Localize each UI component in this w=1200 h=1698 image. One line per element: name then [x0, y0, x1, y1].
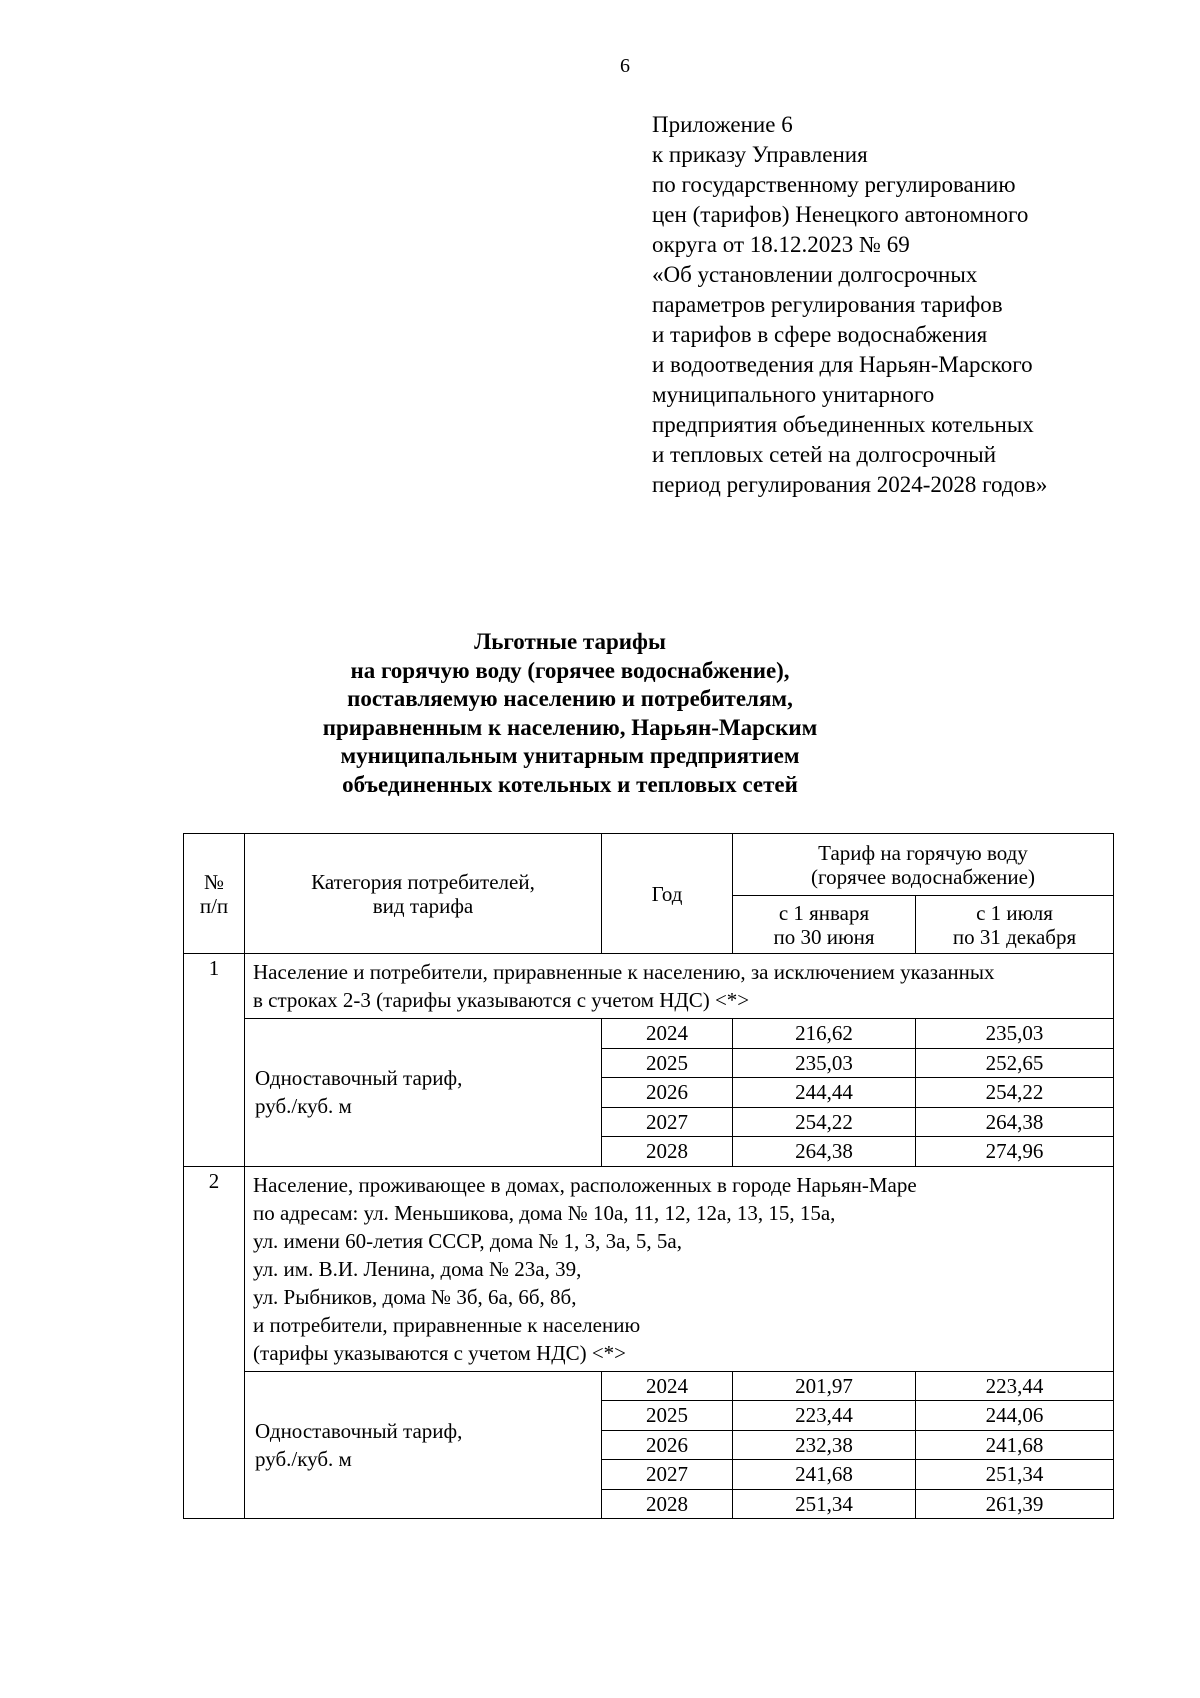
title-line: поставляемую населению и потребителям, [347, 686, 793, 711]
tariff-second-half: 252,65 [916, 1048, 1114, 1078]
tariff-second-half: 274,96 [916, 1137, 1114, 1167]
description-line: (тарифы указываются с учетом НДС) <*> [253, 1340, 627, 1365]
tariff-first-half: 216,62 [733, 1019, 916, 1049]
appendix-line: к приказу Управления [652, 142, 868, 167]
tariff-first-half: 251,34 [733, 1489, 916, 1519]
appendix-line: «Об установлении долгосрочных [652, 262, 978, 287]
description-line: ул. Рыбников, дома № 3б, 6а, 6б, 8б, [253, 1284, 577, 1309]
appendix-line: и тепловых сетей на долгосрочный [652, 442, 997, 467]
tariff-first-half: 223,44 [733, 1401, 916, 1431]
description-line: по адресам: ул. Меньшикова, дома № 10а, 11, 12, 12а, 13, 15, 15а, [253, 1200, 836, 1225]
header-tariff-group [733, 834, 1114, 896]
header-period-2-text: с 1 июля по 31 декабря [952, 900, 1077, 949]
header-category [245, 834, 602, 954]
appendix-reference [652, 110, 1047, 500]
tariff-second-half: 254,22 [916, 1078, 1114, 1108]
header-tariff-group-text: Тариф на горячую воду (горячее водоснабжение) [811, 840, 1035, 889]
header-row [184, 834, 1114, 896]
appendix-line: по государственному регулированию [652, 172, 1016, 197]
year-cell: 2026 [602, 1078, 733, 1108]
appendix-line: предприятия объединенных котельных [652, 412, 1034, 437]
appendix-line: параметров регулирования тарифов [652, 292, 1003, 317]
title-line: приравненным к населению, Нарьян-Марским [322, 714, 818, 740]
title-line: на горячую воду (горячее водоснабжение), [350, 657, 790, 683]
tariff-name-text: Одноставочный тариф, руб./куб. м [255, 1066, 463, 1119]
header-year [602, 834, 733, 954]
tariff-second-half: 251,34 [916, 1460, 1114, 1490]
header-category-text: Категория потребителей, вид тарифа [311, 869, 535, 918]
year-cell: 2025 [602, 1401, 733, 1431]
tariff-name-text: Одноставочный тариф, руб./куб. м [255, 1418, 463, 1471]
header-period-2 [916, 896, 1114, 954]
appendix-line: муниципального унитарного [652, 382, 935, 407]
header-num [184, 834, 245, 954]
tariff-name [245, 1019, 602, 1167]
appendix-line: цен (тарифов) Ненецкого автономного [652, 202, 1029, 227]
tariff-second-half: 264,38 [916, 1107, 1114, 1137]
appendix-line: и тарифов в сфере водоснабжения [652, 322, 988, 347]
tariff-second-half: 235,03 [916, 1019, 1114, 1049]
section-number: 1 [184, 954, 245, 1167]
appendix-line: и водоотведения для Нарьян-Марского [652, 352, 1033, 377]
description-line: ул. имени 60-летия СССР, дома № 1, 3, 3а, 5, 5а, [253, 1228, 683, 1253]
tariff-first-half: 235,03 [733, 1048, 916, 1078]
tariff-table [183, 833, 1114, 1519]
table-row [184, 1371, 1114, 1401]
description-line: и потребители, приравненные к населению [253, 1312, 641, 1337]
section-description [245, 954, 1114, 1019]
tariff-first-half: 254,22 [733, 1107, 916, 1137]
description-line: ул. им. В.И. Ленина, дома № 23а, 39, [253, 1256, 582, 1281]
tariff-first-half: 241,68 [733, 1460, 916, 1490]
tariff-first-half: 264,38 [733, 1137, 916, 1167]
year-cell: 2027 [602, 1107, 733, 1137]
tariff-second-half: 244,06 [916, 1401, 1114, 1431]
title-line: Льготные тарифы [474, 629, 666, 654]
year-cell: 2024 [602, 1019, 733, 1049]
tariff-name [245, 1371, 602, 1519]
tariff-second-half: 223,44 [916, 1371, 1114, 1401]
year-cell: 2024 [602, 1371, 733, 1401]
document-title [140, 628, 1000, 799]
year-cell: 2027 [602, 1460, 733, 1490]
table-row [184, 1019, 1114, 1049]
tariff-second-half: 241,68 [916, 1430, 1114, 1460]
year-cell: 2025 [602, 1048, 733, 1078]
tariff-first-half: 201,97 [733, 1371, 916, 1401]
appendix-line: Приложение 6 [652, 112, 793, 137]
section-row [184, 1166, 1114, 1371]
tariff-first-half: 244,44 [733, 1078, 916, 1108]
title-line: объединенных котельных и тепловых сетей [342, 771, 798, 797]
header-num-text: № п/п [199, 869, 229, 918]
tariff-second-half: 261,39 [916, 1489, 1114, 1519]
section-description [245, 1166, 1114, 1371]
header-year-text: Год [651, 881, 683, 906]
section-row [184, 954, 1114, 1019]
description-line: в строках 2-3 (тарифы указываются с учетом НДС) <*> [253, 988, 750, 1012]
year-cell: 2028 [602, 1137, 733, 1167]
title-line: муниципальным унитарным предприятием [340, 743, 800, 768]
year-cell: 2028 [602, 1489, 733, 1519]
appendix-line: округа от 18.12.2023 № 69 [652, 232, 910, 257]
appendix-line: период регулирования 2024-2028 годов» [652, 472, 1048, 497]
section-number: 2 [184, 1166, 245, 1519]
tariff-first-half: 232,38 [733, 1430, 916, 1460]
page-number: 6 [620, 55, 630, 77]
description-line: Население, проживающее в домах, расположенных в городе Нарьян-Маре [253, 1172, 917, 1197]
description-line: Население и потребители, приравненные к населению, за исключением указанных [253, 960, 995, 984]
header-period-1-text: с 1 января по 30 июня [773, 900, 875, 949]
year-cell: 2026 [602, 1430, 733, 1460]
header-period-1 [733, 896, 916, 954]
